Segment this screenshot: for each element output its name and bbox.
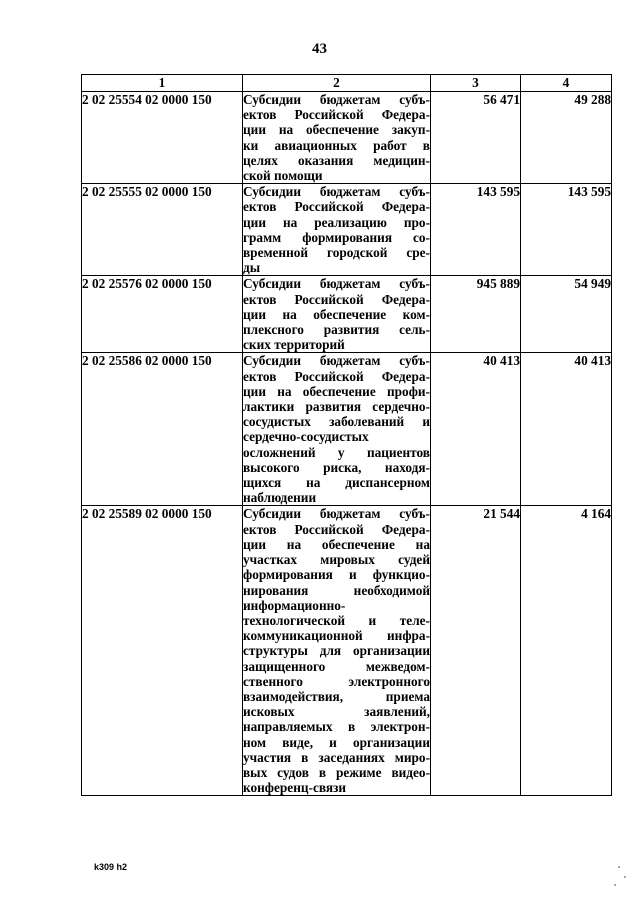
column-header-4: 4 bbox=[521, 75, 612, 92]
description-line: ции на обеспечение ком- bbox=[243, 306, 430, 322]
description-line: ции на обеспечение на bbox=[243, 536, 430, 552]
description-line: щихся на диспансерном bbox=[243, 475, 430, 491]
description-line: участия в заседаниях миро- bbox=[243, 749, 430, 765]
description-line: исковых заявлений, bbox=[243, 704, 430, 720]
description-line: ских территорий bbox=[243, 337, 345, 353]
description-line: Субсидии бюджетам субъ- bbox=[243, 184, 430, 200]
description-line: ды bbox=[243, 260, 261, 276]
amount-col4-cell: 143 595 bbox=[521, 184, 612, 276]
table-row bbox=[82, 92, 612, 184]
budget-table bbox=[81, 74, 612, 796]
description-line: наблюдении bbox=[243, 490, 317, 506]
table-header-row bbox=[82, 75, 612, 92]
description-line: плексного развития сель- bbox=[243, 322, 430, 338]
description-line: ки авиационных работ в bbox=[243, 137, 430, 153]
scan-speck bbox=[614, 884, 616, 886]
amount-col4-cell: 40 413 bbox=[521, 353, 612, 506]
description-line: грамм формирования со- bbox=[243, 229, 430, 245]
description-cell bbox=[243, 353, 431, 506]
description-line: осложнений у пациентов bbox=[243, 444, 430, 460]
description-line: Субсидии бюджетам субъ- bbox=[243, 92, 430, 107]
description-line: ектов Российской Федера- bbox=[243, 521, 430, 537]
description-line: высокого риска, находя- bbox=[243, 459, 430, 475]
description-line: участках мировых судей bbox=[243, 552, 430, 568]
description-line: Субсидии бюджетам субъ- bbox=[243, 353, 430, 369]
description-line: ции на реализацию про- bbox=[243, 214, 430, 230]
table-row bbox=[82, 184, 612, 276]
description-line: ции на обеспечение профи- bbox=[243, 383, 430, 399]
table-row bbox=[82, 276, 612, 353]
description-line: ном виде, и организации bbox=[243, 734, 430, 750]
description-line: сердечно-сосудистых bbox=[243, 429, 369, 445]
amount-col3-cell: 40 413 bbox=[431, 353, 521, 506]
column-header-1: 1 bbox=[82, 75, 243, 92]
description-line: целях оказания медицин- bbox=[243, 152, 430, 168]
scan-speck bbox=[624, 876, 626, 878]
amount-col3-cell: 21 544 bbox=[431, 506, 521, 796]
description-line: ектов Российской Федера- bbox=[243, 199, 430, 215]
table-row bbox=[82, 353, 612, 506]
description-line: ектов Российской Федера- bbox=[243, 368, 430, 384]
description-line: нирования необходимой bbox=[243, 582, 430, 598]
amount-col3-cell: 945 889 bbox=[431, 276, 521, 353]
description-line: лактики развития сердечно- bbox=[243, 399, 430, 415]
description-line: сосудистых заболеваний и bbox=[243, 414, 430, 430]
description-cell bbox=[243, 92, 431, 184]
amount-col4-cell: 54 949 bbox=[521, 276, 612, 353]
description-line: ектов Российской Федера- bbox=[243, 291, 430, 307]
description-line: временной городской сре- bbox=[243, 245, 430, 261]
budget-code-cell: 2 02 25586 02 0000 150 bbox=[82, 353, 243, 506]
description-cell bbox=[243, 506, 431, 796]
description-line: ственного электронного bbox=[243, 673, 430, 689]
description-line: коммуникационной инфра- bbox=[243, 628, 430, 644]
description-line: взаимодействия, приема bbox=[243, 688, 430, 704]
budget-code-cell: 2 02 25555 02 0000 150 bbox=[82, 184, 243, 276]
description-line: направляемых в электрон- bbox=[243, 719, 430, 735]
description-line: защищенного межведом- bbox=[243, 658, 430, 674]
budget-code-cell: 2 02 25554 02 0000 150 bbox=[82, 92, 243, 184]
description-line: информационно- bbox=[243, 597, 346, 613]
budget-code-cell: 2 02 25589 02 0000 150 bbox=[82, 506, 243, 796]
table-row bbox=[82, 506, 612, 796]
description-cell bbox=[243, 184, 431, 276]
description-line: вых судов в режиме видео- bbox=[243, 764, 430, 780]
amount-col3-cell: 143 595 bbox=[431, 184, 521, 276]
page-number: 43 bbox=[312, 41, 327, 57]
description-line: ской помощи bbox=[243, 168, 323, 184]
description-cell bbox=[243, 276, 431, 353]
column-header-2: 2 bbox=[243, 75, 431, 92]
description-line: конференц-связи bbox=[243, 780, 347, 796]
table-body bbox=[82, 92, 612, 796]
description-line: технологической и теле- bbox=[243, 612, 430, 628]
description-line: формирования и функцио- bbox=[243, 567, 430, 583]
description-line: ектов Российской Федера- bbox=[243, 107, 430, 123]
scan-speck bbox=[618, 866, 620, 868]
description-line: ции на обеспечение закуп- bbox=[243, 122, 430, 138]
description-line: Субсидии бюджетам субъ- bbox=[243, 276, 430, 292]
column-header-3: 3 bbox=[431, 75, 521, 92]
amount-col4-cell: 49 288 bbox=[521, 92, 612, 184]
footer-code: k309 h2 bbox=[94, 862, 128, 872]
amount-col3-cell: 56 471 bbox=[431, 92, 521, 184]
budget-code-cell: 2 02 25576 02 0000 150 bbox=[82, 276, 243, 353]
description-line: Субсидии бюджетам субъ- bbox=[243, 506, 430, 522]
amount-col4-cell: 4 164 bbox=[521, 506, 612, 796]
description-line: структуры для организации bbox=[243, 643, 430, 659]
